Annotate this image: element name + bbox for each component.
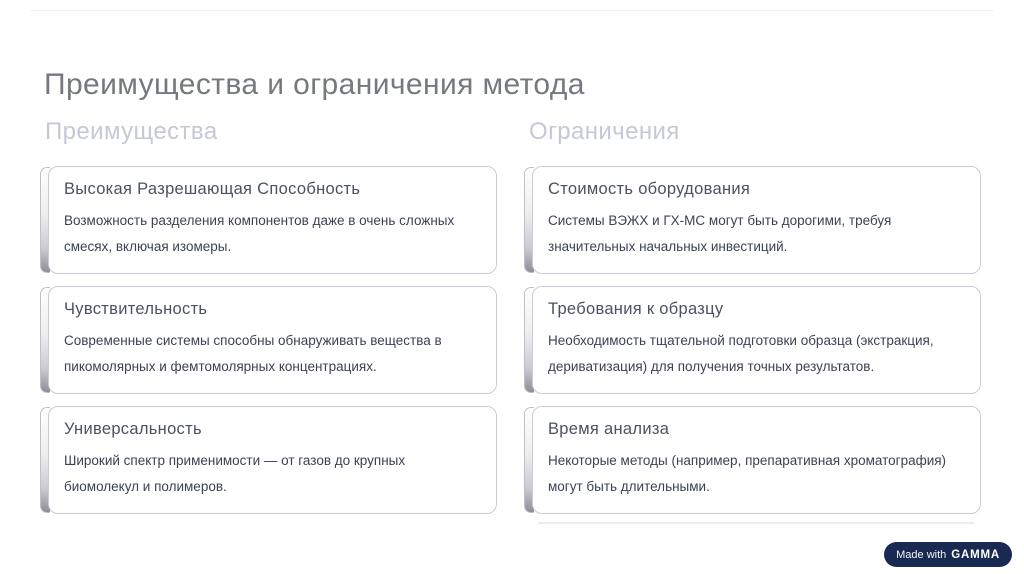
card-text: Системы ВЭЖХ и ГХ-МС могут быть дорогими, требуя значительных начальных инвестиций. (548, 213, 892, 254)
column-advantages (40, 118, 497, 524)
gamma-logo: GAMMA (951, 548, 1000, 561)
card-body (532, 166, 981, 274)
page-title: Преимущества и ограничения метода (44, 68, 585, 102)
column-header-limitations: Ограничения (529, 118, 680, 145)
column-header-advantages: Преимущества (45, 118, 218, 145)
card-text: Необходимость тщательной подготовки образца (экстракция, дериватизация) для получения точных результатов. (548, 333, 934, 374)
card-body (48, 286, 497, 394)
card-text: Некоторые методы (например, препаративная хроматография) могут быть длительными. (548, 453, 947, 494)
two-column-layout (40, 118, 981, 524)
card-title: Чувствительность (64, 300, 208, 318)
card-title: Универсальность (64, 420, 202, 438)
card-body (48, 166, 497, 274)
made-with-gamma-badge[interactable] (884, 542, 1012, 567)
card-title: Время анализа (548, 420, 670, 438)
card-body (532, 406, 981, 514)
card-title: Стоимость оборудования (548, 180, 751, 198)
card-body (532, 286, 981, 394)
card-text: Современные системы способны обнаруживать вещества в пикомолярных и фемтомолярных концентрациях. (64, 333, 442, 374)
card-text: Широкий спектр применимости — от газов до крупных биомолекул и полимеров. (64, 453, 406, 494)
column-limitations (524, 118, 981, 524)
card-title: Высокая Разрешающая Способность (64, 180, 361, 198)
card-analysis-time (524, 406, 981, 514)
card-stack-hint (538, 522, 975, 524)
card-text: Возможность разделения компонентов даже в очень сложных смесях, включая изомеры. (64, 213, 455, 254)
card-universality (40, 406, 497, 514)
advantages-card-list (40, 166, 497, 514)
card-body (48, 406, 497, 514)
card-sample-requirements (524, 286, 981, 394)
card-resolution (40, 166, 497, 274)
badge-prefix-label: Made with (896, 548, 947, 561)
card-equipment-cost (524, 166, 981, 274)
card-title: Требования к образцу (548, 300, 724, 318)
card-sensitivity (40, 286, 497, 394)
top-divider (30, 10, 994, 11)
limitations-card-list (524, 166, 981, 514)
